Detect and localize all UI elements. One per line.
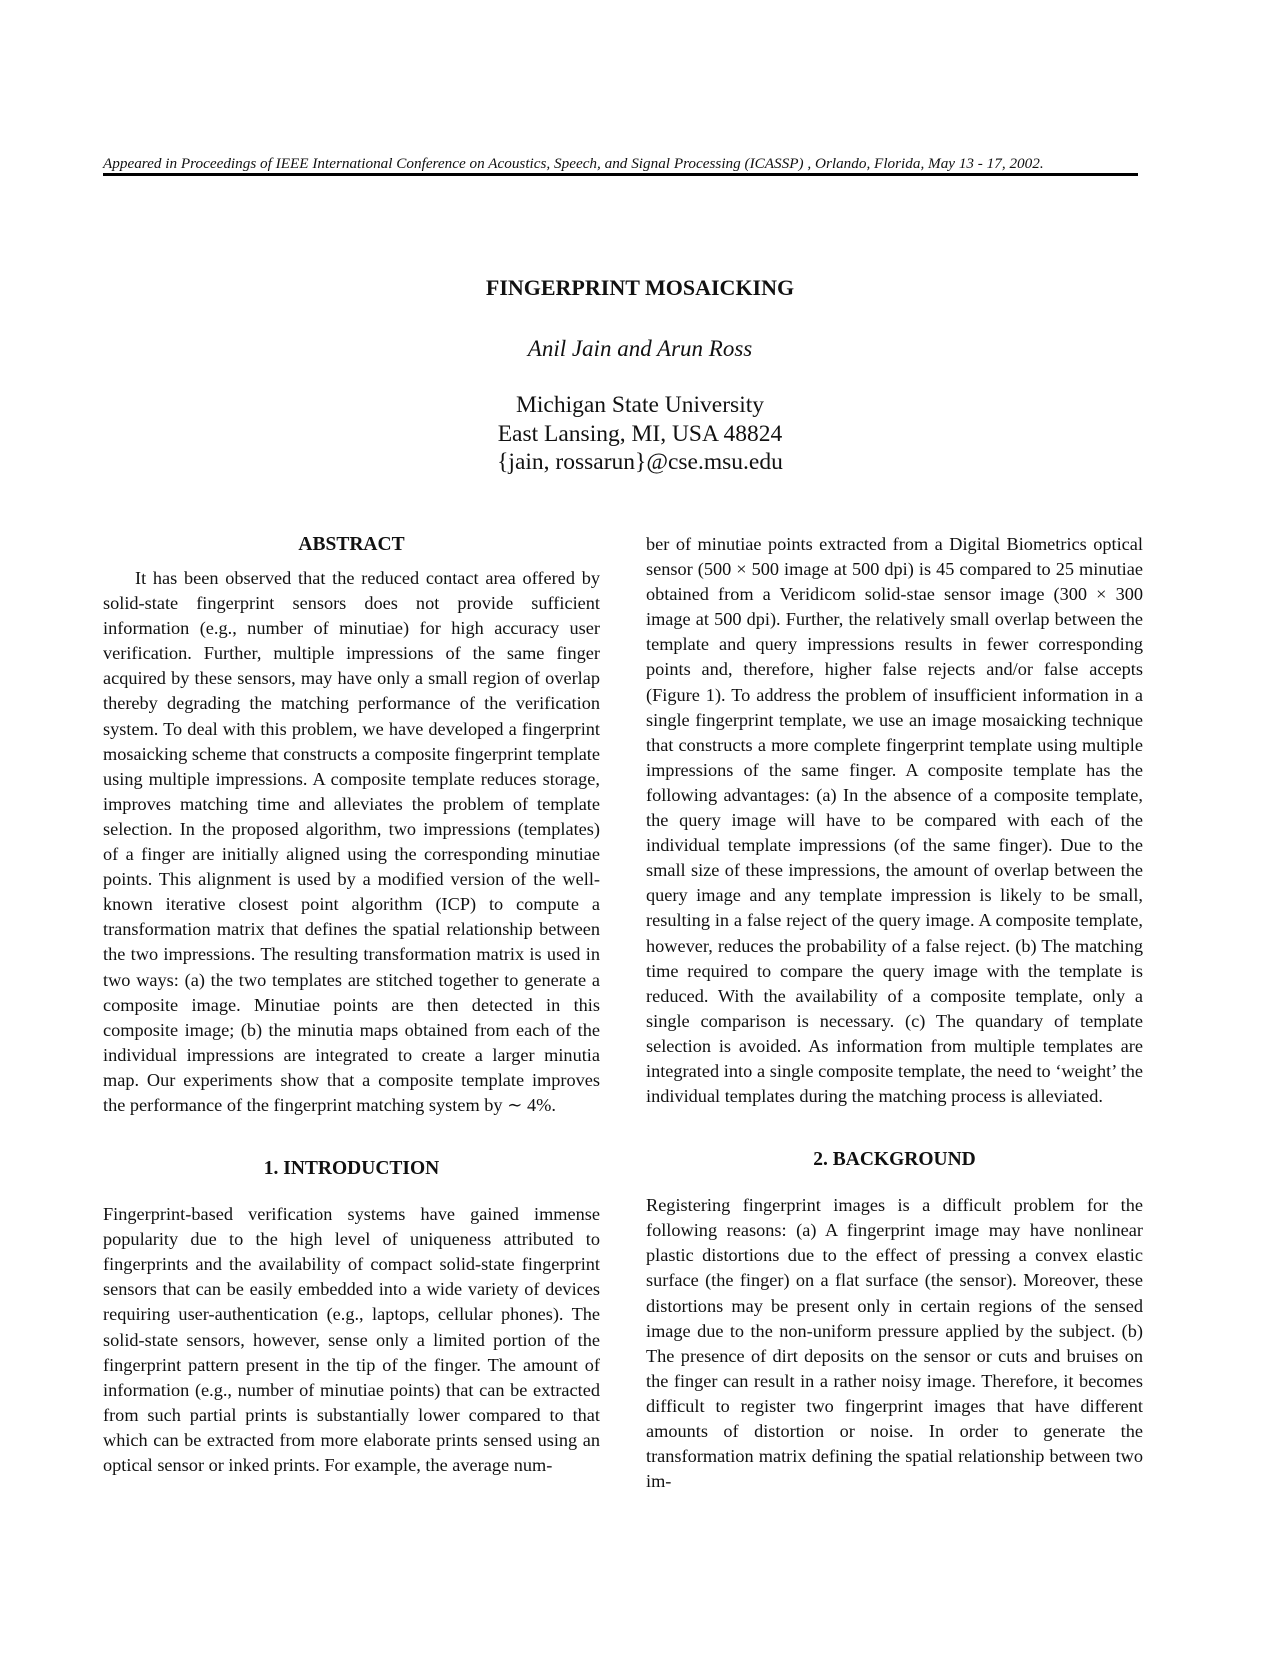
left-column [103,532,600,1478]
paper-authors: Anil Jain and Arun Ross [527,336,753,361]
right-column [646,532,1143,1494]
affiliation-address: East Lansing, MI, USA 48824 [497,420,783,447]
background-text: Registering fingerprint images is a difficult problem for the following reasons: (a) A fingerprint image may have nonlinear plastic distortions due to the effect of pressing a convex elastic surface (the finger) on a flat surface (the sensor). Moreover, these distortions may be present only in certain regions of the sensed image due to the non-uniform pressure applied by the subject. (b) The presence of dirt deposits on the sensor or cuts and bruises on the finger can result in a rather noisy image. Therefore, it becomes difficult to register two fingerprint images that have different amounts of distortion or noise. In order to generate the transformation matrix defining the spatial relationship between two im- [646,1195,1143,1492]
affiliation-university: Michigan State University [515,392,764,418]
abstract-heading: ABSTRACT [298,534,405,555]
introduction-heading: 1. INTRODUCTION [263,1158,440,1180]
conference-note: Appeared in Proceedings of IEEE International Conference on Acoustics, Speech, and Signal Processing (ICASSP) , Orlando, Florida, May 13 - 17, 2002. [103,155,1044,172]
background-heading: 2. BACKGROUND [813,1149,976,1171]
paper-title: FINGERPRINT MOSAICKING [485,275,795,300]
affiliation-block [0,391,1280,477]
introduction-text: Fingerprint-based verification systems have gained immense popularity due to the high level of uniqueness attributed to fingerprints and the availability of compact solid-state fingerprint sensors that can be easily embedded into a wide variety of devices requiring user-authentication (e.g., laptops, cellular phones). The solid-state sensors, however, sense only a limited portion of the fingerprint pattern present in the tip of the finger. The amount of information (e.g., number of minutiae points) that can be extracted from such partial prints is substantially lower compared to that which can be extracted from more elaborate prints sensed using an optical sensor or inked prints. For example, the average num- [103,1204,600,1475]
affiliation-email: {jain, rossarun}@cse.msu.edu [497,449,783,475]
header-rule [103,173,1138,176]
abstract-text: It has been observed that the reduced contact area offered by solid-state fingerprint sensors does not provide sufficient information (e.g., number of minutiae) for high accuracy user verification. Further, multiple impressions of the same finger acquired by these sensors, may have only a small region of overlap thereby degrading the matching performance of the verification system. To deal with this problem, we have developed a fingerprint mosaicking scheme that constructs a composite fingerprint template using multiple impressions. A composite template reduces storage, improves matching time and alleviates the problem of template selection. In the proposed algorithm, two impressions (templates) of a finger are initially aligned using the corresponding minutiae points. This alignment is used by a modified version of the well-known iterative closest point algorithm (ICP) to compute a transformation matrix that defines the spatial relationship between the two impressions. The resulting transformation matrix is used in two ways: (a) the two templates are stitched together to generate a composite image. Minutiae points are then detected in this composite image; (b) the minutia maps obtained from each of the individual impressions are integrated to create a larger minutia map. Our experiments show that a composite template improves the performance of the fingerprint matching system by ∼ 4%. [103,568,601,1115]
introduction-continuation: ber of minutiae points extracted from a Digital Biometrics optical sensor (500 × 500 image at 500 dpi) is 45 compared to 25 minutiae obtained from a Veridicom solid-stae sensor image (300 × 300 image at 500 dpi). Further, the relatively small overlap between the template and query impressions results in fewer corresponding points and, therefore, higher false rejects and/or false accepts (Figure 1). To address the problem of insufficient information in a single fingerprint template, we use an image mosaicking technique that constructs a more complete fingerprint template using multiple impressions of the same finger. A composite template has the following advantages: (a) In the absence of a composite template, the query image will have to be compared with each of the individual template impressions (of the same finger). Due to the small size of these impressions, the amount of overlap between the query image and any template impression is likely to be small, resulting in a false reject of the query image. A composite template, however, reduces the probability of a false reject. (b) The matching time required to compare the query image with the template is reduced. With the availability of a composite template, only a single comparison is necessary. (c) The quandary of template selection is avoided. As information from multiple templates are integrated into a single composite template, the need to ‘weight’ the individual templates during the matching process is alleviated. [646,534,1143,1107]
